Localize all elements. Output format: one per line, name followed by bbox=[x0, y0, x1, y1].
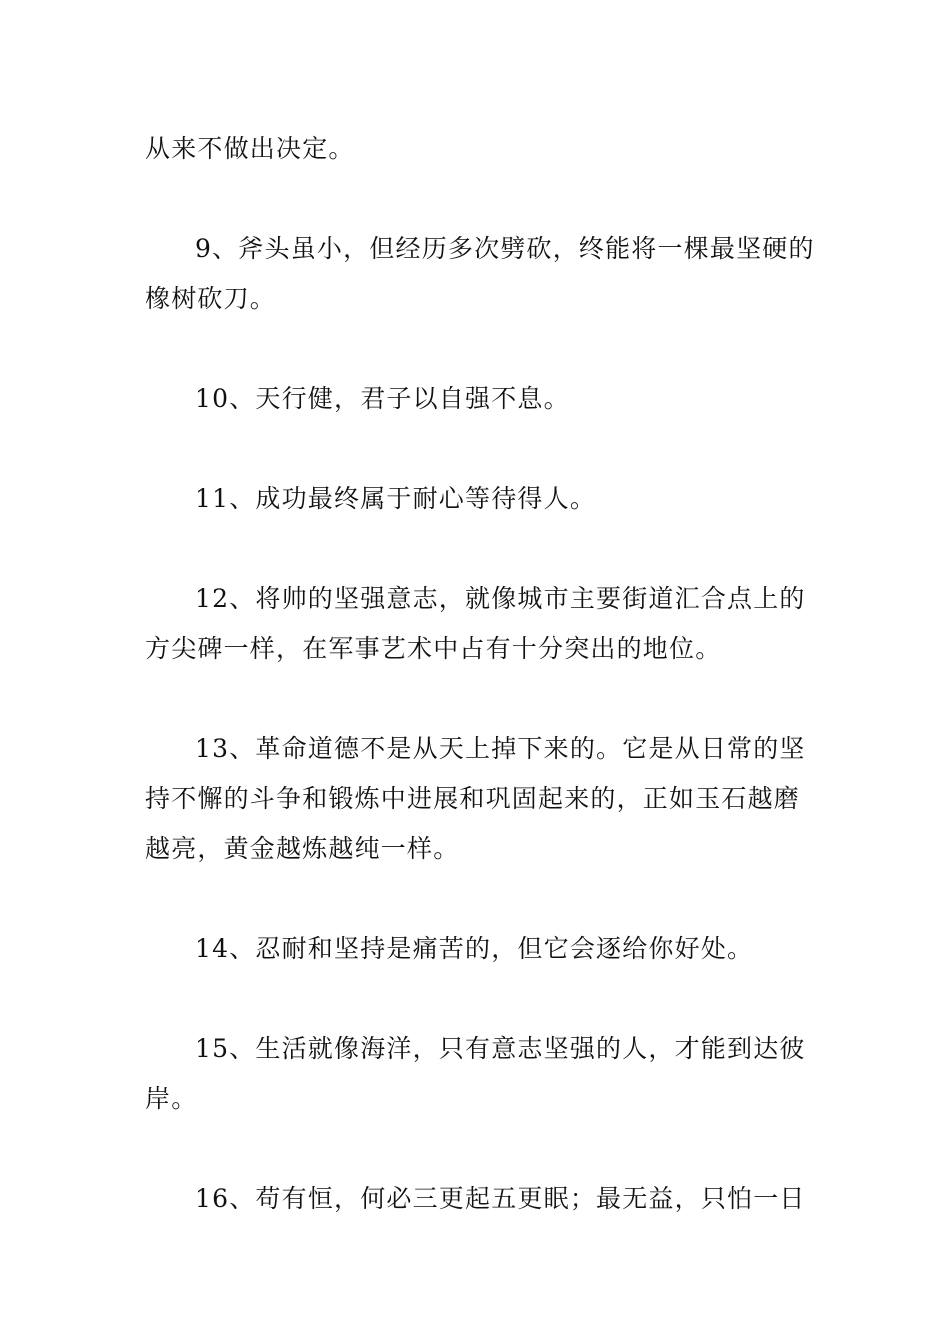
quote-13-line-3: 越亮，黄金越炼越纯一样。 bbox=[145, 834, 460, 863]
quote-9-line-2: 橡树砍刀。 bbox=[145, 284, 277, 313]
quote-15-line-2: 岸。 bbox=[145, 1084, 198, 1113]
quote-14: 14、忍耐和坚持是痛苦的，但它会逐给你好处。 bbox=[195, 934, 754, 963]
quote-16-line-1: 16、苟有恒，何必三更起五更眠；最无益，只怕一日 bbox=[195, 1184, 806, 1213]
quote-13-line-2: 持不懈的斗争和锻炼中进展和巩固起来的，正如玉石越磨 bbox=[145, 784, 801, 813]
quote-12-line-1: 12、将帅的坚强意志，就像城市主要街道汇合点上的 bbox=[195, 584, 806, 613]
quote-12-line-2: 方尖碑一样，在军事艺术中占有十分突出的地位。 bbox=[145, 634, 722, 663]
quote-15-line-1: 15、生活就像海洋，只有意志坚强的人，才能到达彼 bbox=[195, 1034, 806, 1063]
quote-13-line-1: 13、革命道德不是从天上掉下来的。它是从日常的坚 bbox=[195, 734, 806, 763]
text-line: 从来不做出决定。 bbox=[145, 134, 355, 163]
quote-11: 11、成功最终属于耐心等待得人。 bbox=[195, 484, 597, 513]
quote-9-line-1: 9、斧头虽小，但经历多次劈砍，终能将一棵最坚硬的 bbox=[195, 234, 815, 263]
quote-10: 10、天行健，君子以自强不息。 bbox=[195, 384, 570, 413]
